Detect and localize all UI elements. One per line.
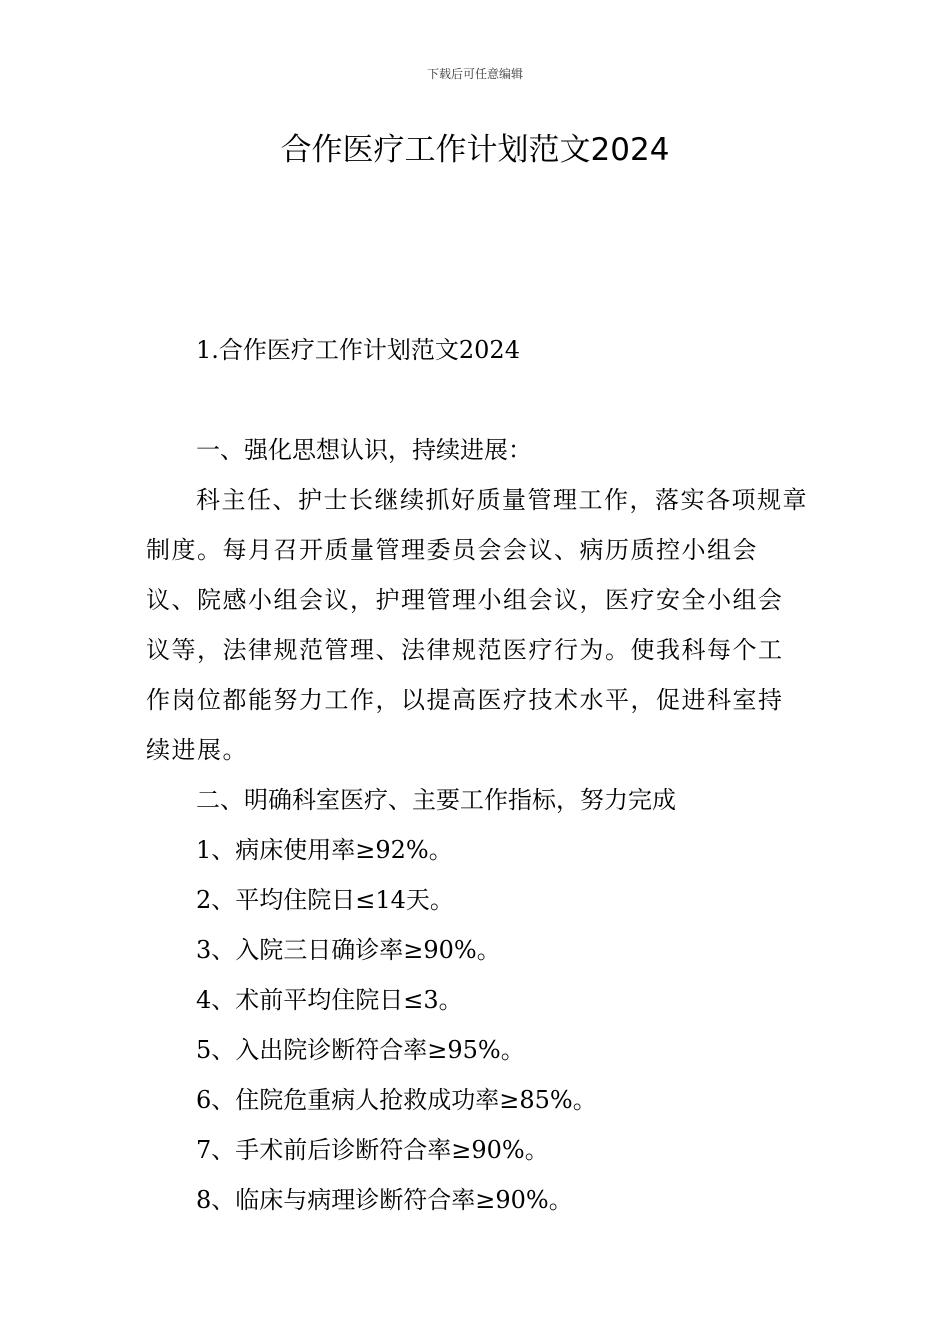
document-body [146,425,808,1225]
list-item: 2、平均住院日≤14天。 [196,886,454,914]
paragraph-one: 科主任、护士长继续抓好质量管理工作，落实各项规章制度。每月召开质量管理委员会会议、病历质控小组会议、院感小组会议，护理管理小组会议，医疗安全小组会议等，法律规范管理、法律规范医疗行为。使我科每个工作岗位都能努力工作，以提高医疗技术水平，促进科室持续进展。 [146,486,808,764]
list-item: 5、入出院诊断符合率≥95%。 [196,1036,525,1064]
heading-two: 二、明确科室医疗、主要工作指标，努力完成 [196,786,676,814]
list-item: 7、手术前后诊断符合率≥90%。 [196,1136,549,1164]
list-item: 1、病床使用率≥92%。 [196,836,453,864]
list-item: 8、临床与病理诊断符合率≥90%。 [196,1186,573,1214]
document-title: 合作医疗工作计划范文2024 [280,132,670,168]
header-note: 下载后可任意编辑 [426,67,523,81]
list-item: 6、住院危重病人抢救成功率≥85%。 [196,1086,597,1114]
list-item: 3、入院三日确诊率≥90%。 [196,936,501,964]
section-heading: 1.合作医疗工作计划范文2024 [196,336,520,364]
heading-one: 一、强化思想认识，持续进展： [196,436,532,464]
list-item: 4、术前平均住院日≤3。 [196,986,463,1014]
